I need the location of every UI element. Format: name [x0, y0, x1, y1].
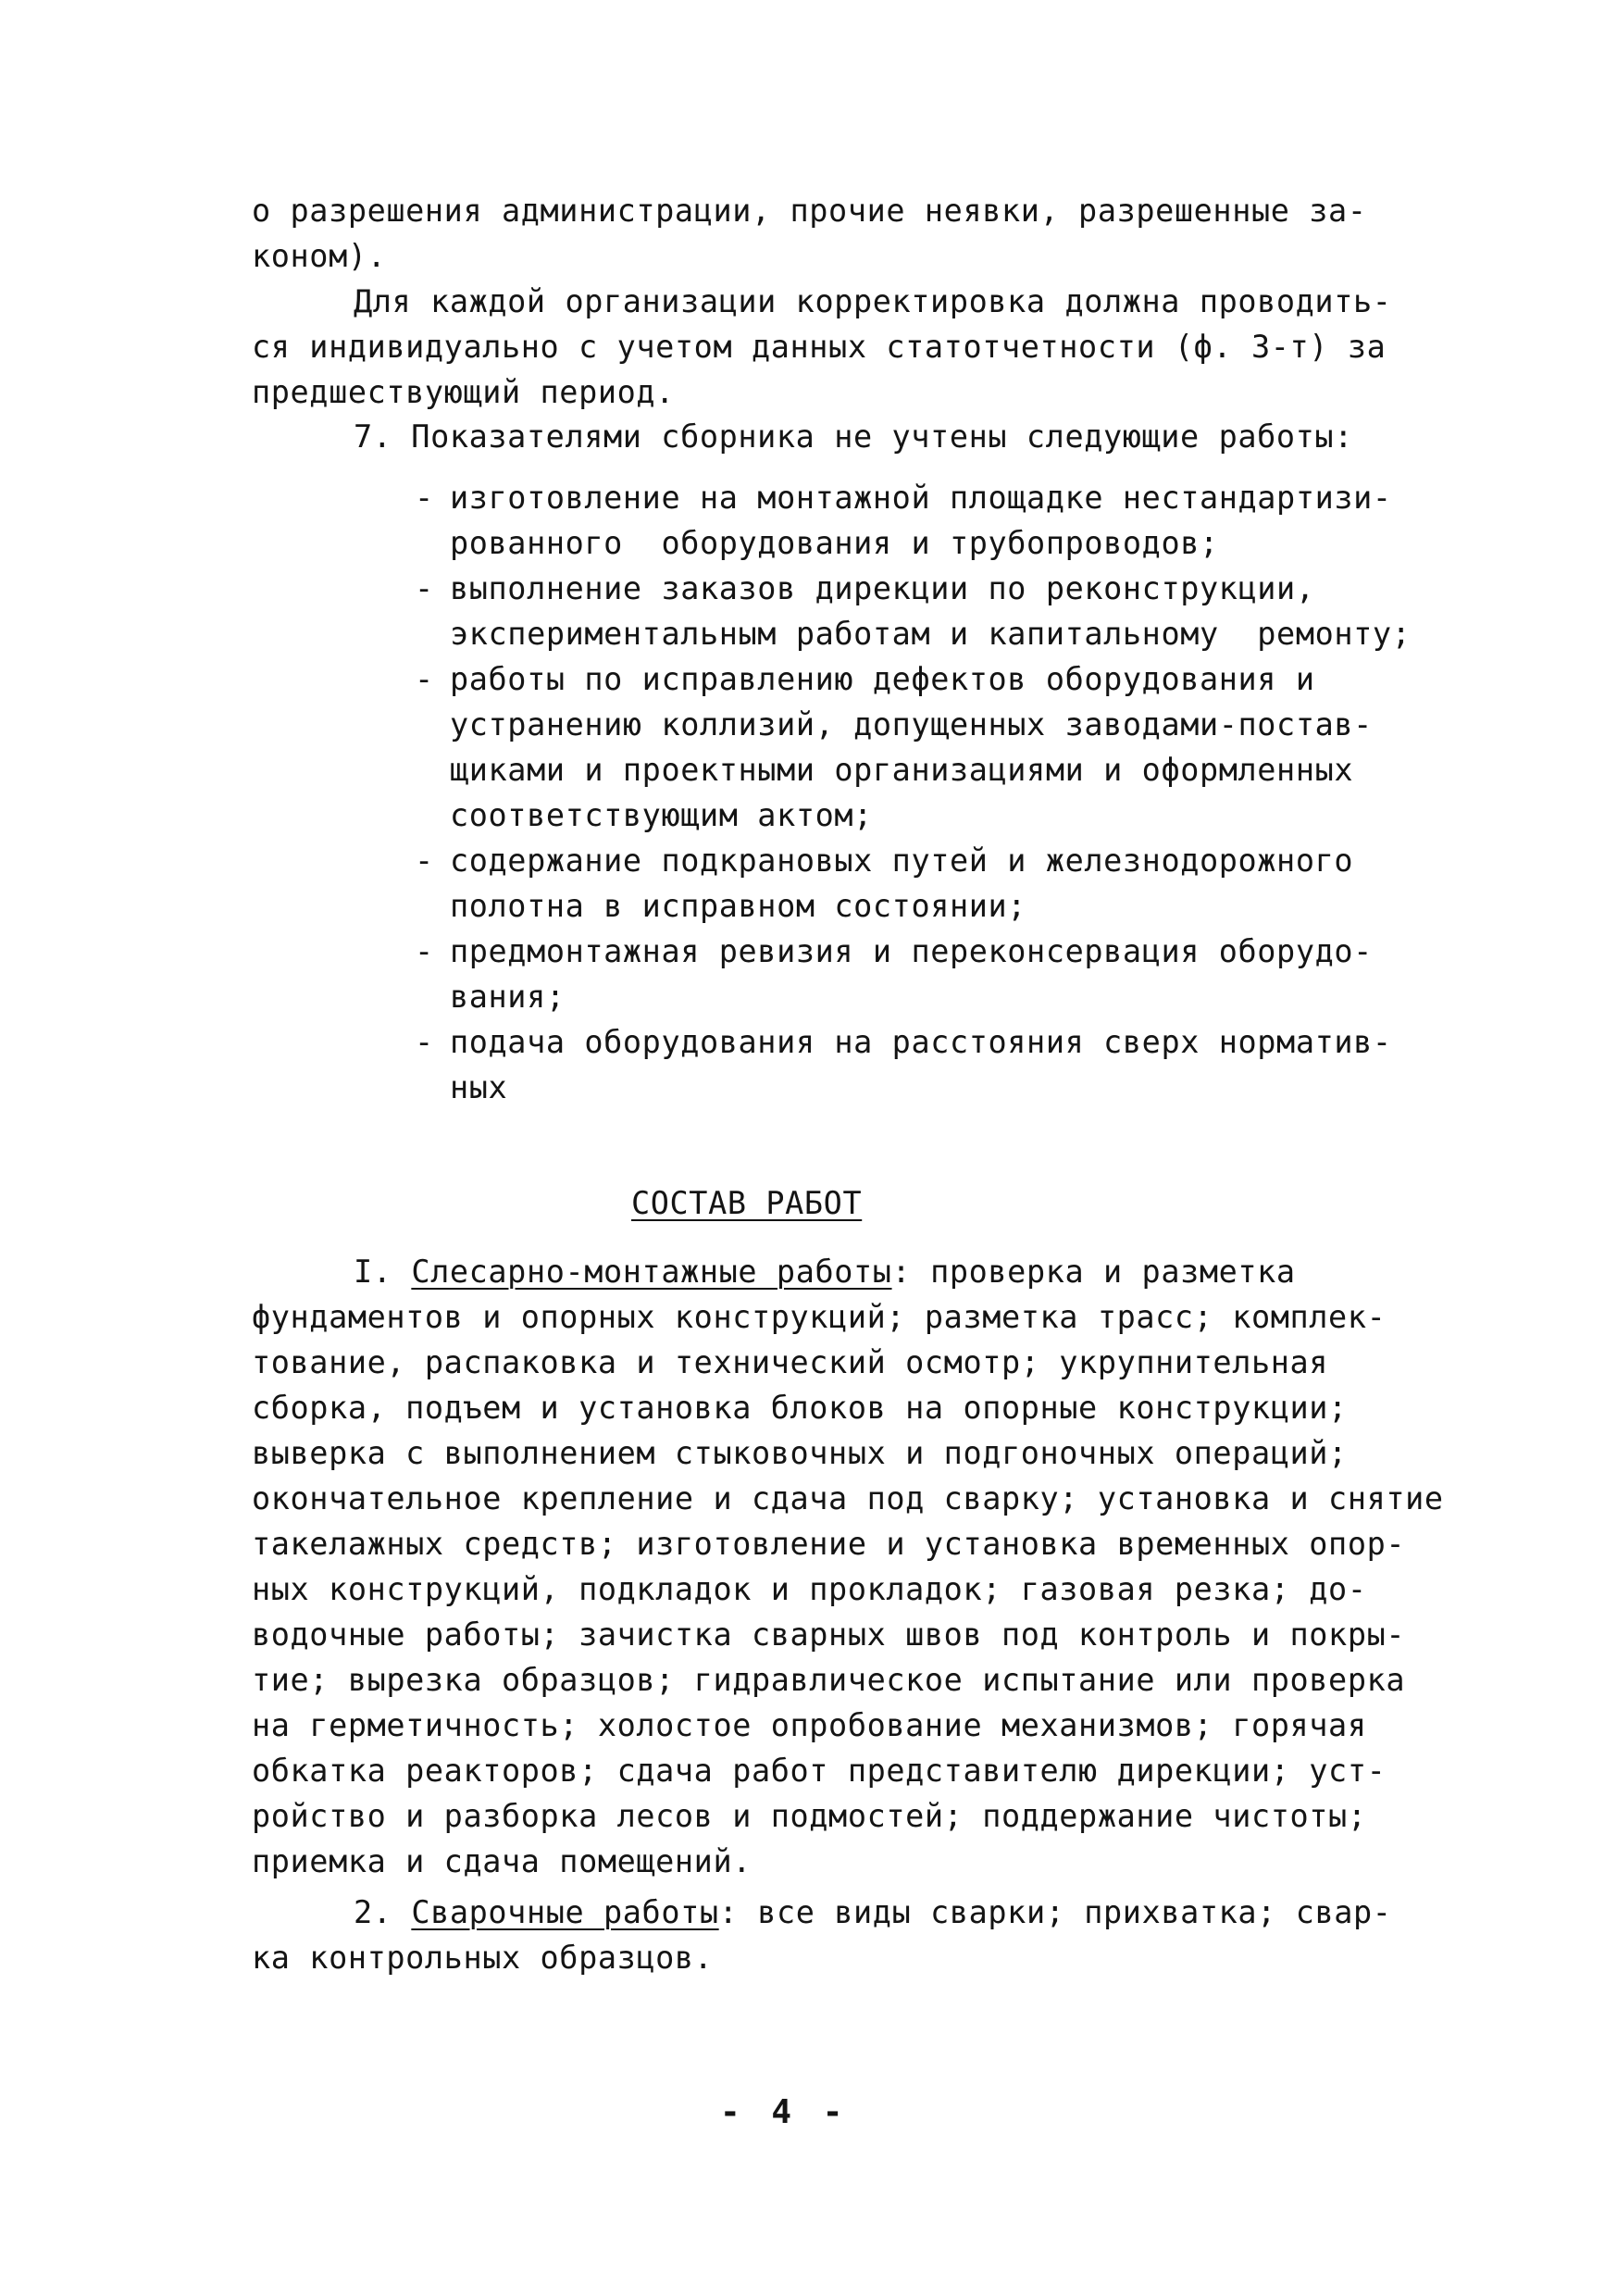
page-number: - 4 -	[720, 2093, 849, 2131]
list-item-5-line-1: предмонтажная ревизия и переконсервация оборудо-	[450, 933, 1373, 969]
section-1-colon: :	[891, 1254, 912, 1290]
list-item-3-line-2: устранению коллизий, допущенных заводами-постав-	[450, 706, 1373, 742]
section-1-line: выверка с выполнением стыковочных и подгоночных операций;	[252, 1435, 1348, 1471]
section-1-line: обкатка реакторов; сдача работ представителю дирекции; уст-	[252, 1753, 1387, 1789]
list-dash: -	[415, 480, 434, 516]
section-1-line: фундаментов и опорных конструкций; разметка трасс; комплек-	[252, 1299, 1387, 1335]
list-item-5-line-2: вания;	[450, 979, 566, 1015]
section-1-line: такелажных средств; изготовление и установка временных опор-	[252, 1526, 1406, 1562]
section-heading: СОСТАВ РАБОТ	[631, 1185, 863, 1221]
list-dash: -	[415, 842, 434, 879]
section-1-line: сборка, подъем и установка блоков на опорные конструкции;	[252, 1390, 1348, 1426]
list-item-4-line-2: полотна в исправном состоянии;	[450, 888, 1027, 924]
section-1-line: ройство и разборка лесов и подмостей; поддержание чистоты;	[252, 1798, 1367, 1834]
section-1-line: водочные работы; зачистка сварных швов под контроль и покры-	[252, 1616, 1406, 1653]
section-1-line: ных конструкций, подкладок и прокладок; газовая резка; до-	[252, 1571, 1367, 1607]
list-dash: -	[415, 570, 434, 606]
section-1-line: тие; вырезка образцов; гидравлическое испытание или проверка	[252, 1662, 1406, 1698]
list-item-3-line-4: соответствующим актом;	[450, 797, 873, 833]
item7-intro: 7. Показателями сборника не учтены следующие работы:	[354, 418, 1353, 455]
list-item-1-line-1: изготовление на монтажной площадке нестандартизи-	[450, 480, 1392, 516]
section-1-number: I.	[354, 1254, 392, 1290]
list-item-3-line-3: щиками и проектными организациями и оформленных	[450, 752, 1354, 788]
section-2-title: Сварочные работы	[411, 1894, 719, 1930]
list-dash: -	[415, 1024, 434, 1060]
section-2-number: 2.	[354, 1894, 392, 1930]
section-2-first-line	[354, 1894, 1392, 1931]
section-1-first-line-rest: проверка и разметка	[911, 1254, 1296, 1290]
correction-line-1: Для каждой организации корректировка должна проводить-	[354, 283, 1392, 319]
list-dash: -	[415, 933, 434, 969]
section-1-first-line	[354, 1254, 1296, 1291]
list-item-2-line-2: экспериментальным работам и капитальному ремонту;	[450, 616, 1412, 652]
section-1-line: на герметичность; холостое опробование механизмов; горячая	[252, 1707, 1367, 1743]
section-2-colon: :	[718, 1894, 739, 1930]
list-item-6-line-1: подача оборудования на расстояния сверх норматив-	[450, 1024, 1392, 1060]
list-dash: -	[415, 661, 434, 697]
list-item-2-line-1: выполнение заказов дирекции по реконструкции,	[450, 570, 1315, 606]
list-item-6-line-2: ных	[450, 1069, 508, 1105]
continuation-line-1: о разрешения администрации, прочие неявки, разрешенные за-	[252, 193, 1367, 229]
section-2-first-line-rest: все виды сварки; прихватка; свар-	[738, 1894, 1392, 1930]
continuation-line-2: коном).	[252, 238, 387, 274]
section-1-line: окончательное крепление и сдача под сварку; установка и снятие	[252, 1480, 1444, 1516]
section-1-line: тование, распаковка и технический осмотр; укрупнительная	[252, 1344, 1329, 1380]
correction-line-2: ся индивидуально с учетом данных статотчетности (ф. 3-т) за	[252, 329, 1387, 365]
section-2-line: ка контрольных образцов.	[252, 1940, 714, 1976]
list-item-4-line-1: содержание подкрановых путей и железнодорожного	[450, 842, 1354, 879]
correction-line-3: предшествующий период.	[252, 374, 675, 410]
list-item-3-line-1: работы по исправлению дефектов оборудования и	[450, 661, 1315, 697]
list-item-1-line-2: рованного оборудования и трубопроводов;	[450, 525, 1219, 561]
section-1-title: Слесарно-монтажные работы	[411, 1254, 892, 1290]
section-1-line: приемка и сдача помещений.	[252, 1843, 752, 1879]
